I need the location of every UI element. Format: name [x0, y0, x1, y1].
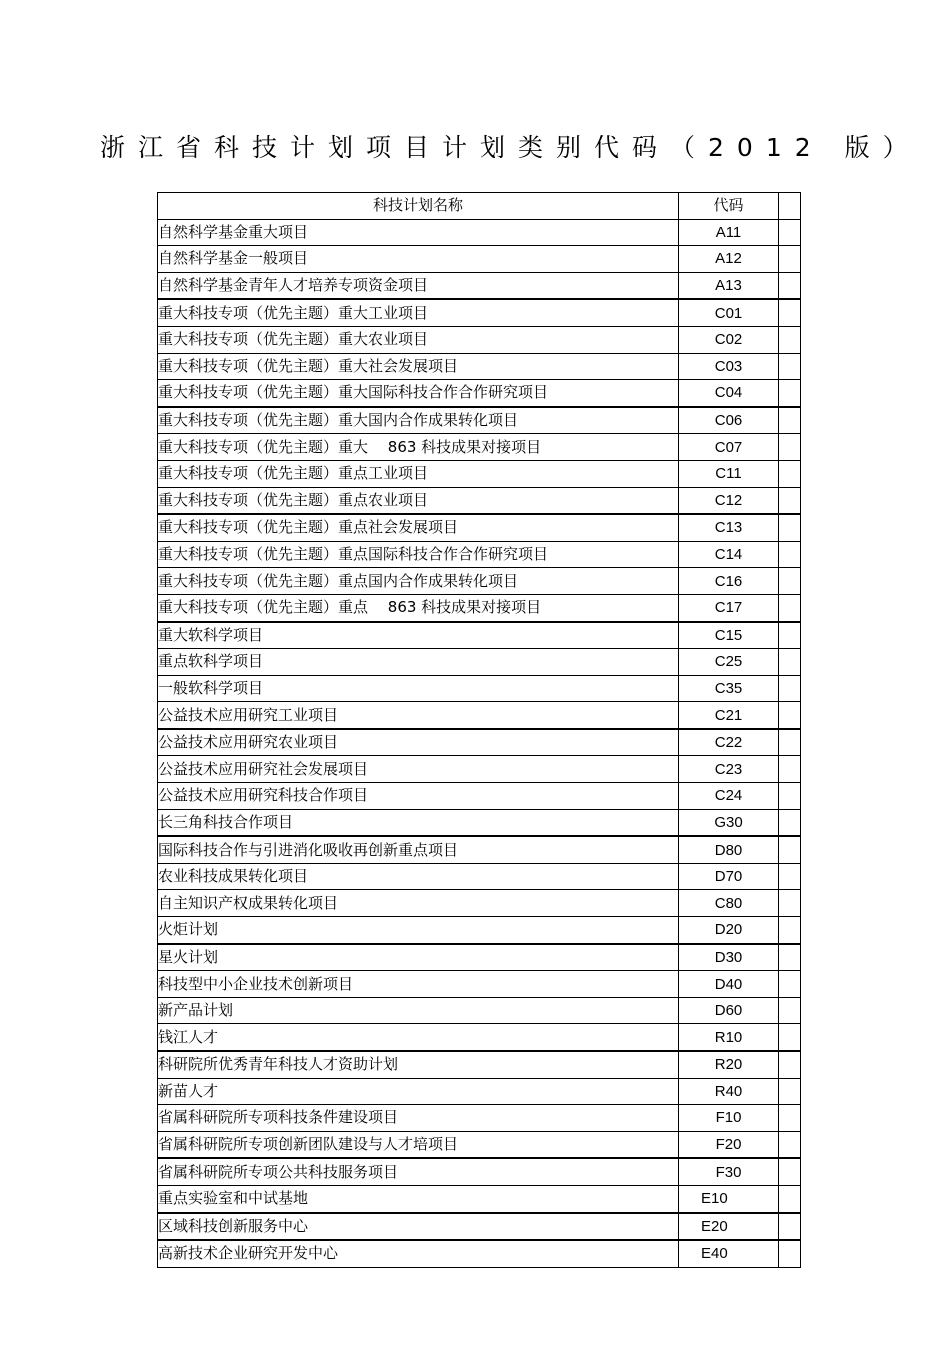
plan-code-cell: D30 [679, 944, 779, 971]
plan-code-cell: A13 [679, 272, 779, 299]
plan-code-cell: C80 [679, 890, 779, 917]
blank-cell [779, 434, 801, 461]
plan-name-cell: 重大科技专项（优先主题）重点农业项目 [158, 487, 679, 514]
header-blank-cell [779, 193, 801, 220]
plan-name-cell: 省属科研院所专项公共科技服务项目 [158, 1158, 679, 1185]
table-row [158, 219, 801, 246]
blank-cell [779, 997, 801, 1024]
plan-code-cell: C21 [679, 702, 779, 729]
plan-name-cell: 公益技术应用研究社会发展项目 [158, 756, 679, 783]
plan-name-cell: 自然科学基金青年人才培养专项资金项目 [158, 272, 679, 299]
plan-code-cell: C03 [679, 353, 779, 380]
plan-code-cell: E20 [679, 1213, 779, 1241]
table-row [158, 1131, 801, 1158]
blank-cell [779, 729, 801, 756]
plan-code-cell: G30 [679, 809, 779, 836]
table-row [158, 702, 801, 729]
table-row [158, 729, 801, 756]
plan-name-cell: 重大科技专项（优先主题）重点国际科技合作合作研究项目 [158, 541, 679, 568]
table-row [158, 1024, 801, 1051]
plan-name-cell: 重大科技专项（优先主题）重点社会发展项目 [158, 514, 679, 541]
blank-cell [779, 1158, 801, 1185]
blank-cell [779, 863, 801, 890]
plan-name-cell: 长三角科技合作项目 [158, 809, 679, 836]
plan-name-cell: 自然科学基金重大项目 [158, 219, 679, 246]
table-body [158, 193, 801, 1268]
plan-code-cell: C12 [679, 487, 779, 514]
table-row [158, 890, 801, 917]
plan-name-cell: 重大科技专项（优先主题）重大国内合作成果转化项目 [158, 407, 679, 434]
table-row [158, 460, 801, 487]
table-row [158, 971, 801, 998]
plan-code-cell: C01 [679, 299, 779, 326]
blank-cell [779, 675, 801, 702]
blank-cell [779, 541, 801, 568]
blank-cell [779, 326, 801, 353]
plan-code-cell: R40 [679, 1078, 779, 1105]
blank-cell [779, 702, 801, 729]
plan-name-cell: 公益技术应用研究科技合作项目 [158, 783, 679, 810]
plan-name-cell: 一般软科学项目 [158, 675, 679, 702]
plan-code-cell: C02 [679, 326, 779, 353]
blank-cell [779, 272, 801, 299]
plan-name-cell: 重大科技专项（优先主题）重大 863 科技成果对接项目 [158, 434, 679, 461]
blank-cell [779, 299, 801, 326]
blank-cell [779, 594, 801, 621]
table-row [158, 1158, 801, 1185]
blank-cell [779, 219, 801, 246]
blank-cell [779, 809, 801, 836]
blank-cell [779, 649, 801, 676]
blank-cell [779, 917, 801, 944]
plan-name-cell: 重大科技专项（优先主题）重点工业项目 [158, 460, 679, 487]
table-row [158, 997, 801, 1024]
table-row [158, 434, 801, 461]
table-row [158, 1240, 801, 1267]
table-row [158, 326, 801, 353]
blank-cell [779, 944, 801, 971]
plan-code-cell: C07 [679, 434, 779, 461]
plan-name-cell: 重大科技专项（优先主题）重大工业项目 [158, 299, 679, 326]
blank-cell [779, 514, 801, 541]
plan-name-cell: 星火计划 [158, 944, 679, 971]
table-header-row [158, 193, 801, 220]
plan-name-cell: 钱江人才 [158, 1024, 679, 1051]
table-row [158, 917, 801, 944]
plan-name-cell: 自主知识产权成果转化项目 [158, 890, 679, 917]
blank-cell [779, 890, 801, 917]
table-row [158, 675, 801, 702]
table-row [158, 1051, 801, 1078]
table-row [158, 622, 801, 649]
plan-name-cell: 重大科技专项（优先主题）重大社会发展项目 [158, 353, 679, 380]
table-row [158, 756, 801, 783]
plan-name-cell: 自然科学基金一般项目 [158, 246, 679, 273]
table-row [158, 299, 801, 326]
blank-cell [779, 1105, 801, 1132]
blank-cell [779, 1240, 801, 1267]
table-row [158, 836, 801, 863]
plan-code-cell: C25 [679, 649, 779, 676]
plan-name-cell: 重大科技专项（优先主题）重点国内合作成果转化项目 [158, 568, 679, 595]
plan-code-cell: E10 [679, 1185, 779, 1212]
plan-code-cell: C35 [679, 675, 779, 702]
table-row [158, 407, 801, 434]
plan-code-cell: E40 [679, 1240, 779, 1267]
table-row [158, 1185, 801, 1212]
table-row [158, 594, 801, 621]
plan-code-cell: R20 [679, 1051, 779, 1078]
plan-name-cell: 新产品计划 [158, 997, 679, 1024]
table-row [158, 541, 801, 568]
plan-name-cell: 农业科技成果转化项目 [158, 863, 679, 890]
table-row [158, 783, 801, 810]
table-row [158, 1078, 801, 1105]
blank-cell [779, 971, 801, 998]
plan-name-cell: 火炬计划 [158, 917, 679, 944]
table-row [158, 380, 801, 407]
table-row [158, 353, 801, 380]
plan-code-cell: F10 [679, 1105, 779, 1132]
plan-code-cell: C13 [679, 514, 779, 541]
blank-cell [779, 246, 801, 273]
plan-name-cell: 重大科技专项（优先主题）重大农业项目 [158, 326, 679, 353]
plan-name-cell: 新苗人才 [158, 1078, 679, 1105]
plan-code-cell: D70 [679, 863, 779, 890]
plan-code-cell: C04 [679, 380, 779, 407]
blank-cell [779, 568, 801, 595]
table-row [158, 487, 801, 514]
plan-code-cell: C11 [679, 460, 779, 487]
blank-cell [779, 1213, 801, 1241]
plan-name-cell: 公益技术应用研究工业项目 [158, 702, 679, 729]
plan-code-cell: C17 [679, 594, 779, 621]
category-code-table [157, 192, 801, 1268]
blank-cell [779, 756, 801, 783]
plan-code-cell: C24 [679, 783, 779, 810]
plan-code-cell: A12 [679, 246, 779, 273]
table-row [158, 514, 801, 541]
table-row [158, 568, 801, 595]
plan-name-cell: 重大科技专项（优先主题）重大国际科技合作合作研究项目 [158, 380, 679, 407]
page-title: 浙江省科技计划项目计划类别代码（2012 版） [100, 133, 921, 162]
plan-code-cell: F20 [679, 1131, 779, 1158]
plan-name-cell: 重大软科学项目 [158, 622, 679, 649]
plan-code-cell: D40 [679, 971, 779, 998]
table-row [158, 809, 801, 836]
plan-code-cell: R10 [679, 1024, 779, 1051]
plan-code-cell: C16 [679, 568, 779, 595]
plan-name-cell: 科技型中小企业技术创新项目 [158, 971, 679, 998]
plan-code-cell: D60 [679, 997, 779, 1024]
blank-cell [779, 783, 801, 810]
blank-cell [779, 1185, 801, 1212]
plan-code-cell: C14 [679, 541, 779, 568]
plan-name-cell: 重点软科学项目 [158, 649, 679, 676]
blank-cell [779, 1024, 801, 1051]
blank-cell [779, 836, 801, 863]
plan-code-cell: C06 [679, 407, 779, 434]
plan-code-cell: D20 [679, 917, 779, 944]
plan-name-cell: 省属科研院所专项创新团队建设与人才培项目 [158, 1131, 679, 1158]
blank-cell [779, 380, 801, 407]
table-row [158, 944, 801, 971]
blank-cell [779, 460, 801, 487]
table-row [158, 863, 801, 890]
blank-cell [779, 1078, 801, 1105]
table-row [158, 1105, 801, 1132]
plan-name-cell: 公益技术应用研究农业项目 [158, 729, 679, 756]
blank-cell [779, 622, 801, 649]
plan-name-cell: 科研院所优秀青年科技人才资助计划 [158, 1051, 679, 1078]
blank-cell [779, 353, 801, 380]
plan-code-cell: C15 [679, 622, 779, 649]
table-row [158, 1213, 801, 1241]
blank-cell [779, 1051, 801, 1078]
blank-cell [779, 487, 801, 514]
header-name: 科技计划名称 [158, 193, 679, 220]
plan-code-cell: C22 [679, 729, 779, 756]
plan-code-cell: F30 [679, 1158, 779, 1185]
blank-cell [779, 407, 801, 434]
plan-name-cell: 高新技术企业研究开发中心 [158, 1240, 679, 1267]
plan-name-cell: 省属科研院所专项科技条件建设项目 [158, 1105, 679, 1132]
plan-code-cell: C23 [679, 756, 779, 783]
plan-name-cell: 重大科技专项（优先主题）重点 863 科技成果对接项目 [158, 594, 679, 621]
blank-cell [779, 1131, 801, 1158]
plan-code-cell: A11 [679, 219, 779, 246]
table-row [158, 246, 801, 273]
plan-name-cell: 重点实验室和中试基地 [158, 1185, 679, 1212]
plan-code-cell: D80 [679, 836, 779, 863]
plan-name-cell: 区域科技创新服务中心 [158, 1213, 679, 1241]
table-row [158, 649, 801, 676]
header-code: 代码 [679, 193, 779, 220]
plan-name-cell: 国际科技合作与引进消化吸收再创新重点项目 [158, 836, 679, 863]
table-row [158, 272, 801, 299]
